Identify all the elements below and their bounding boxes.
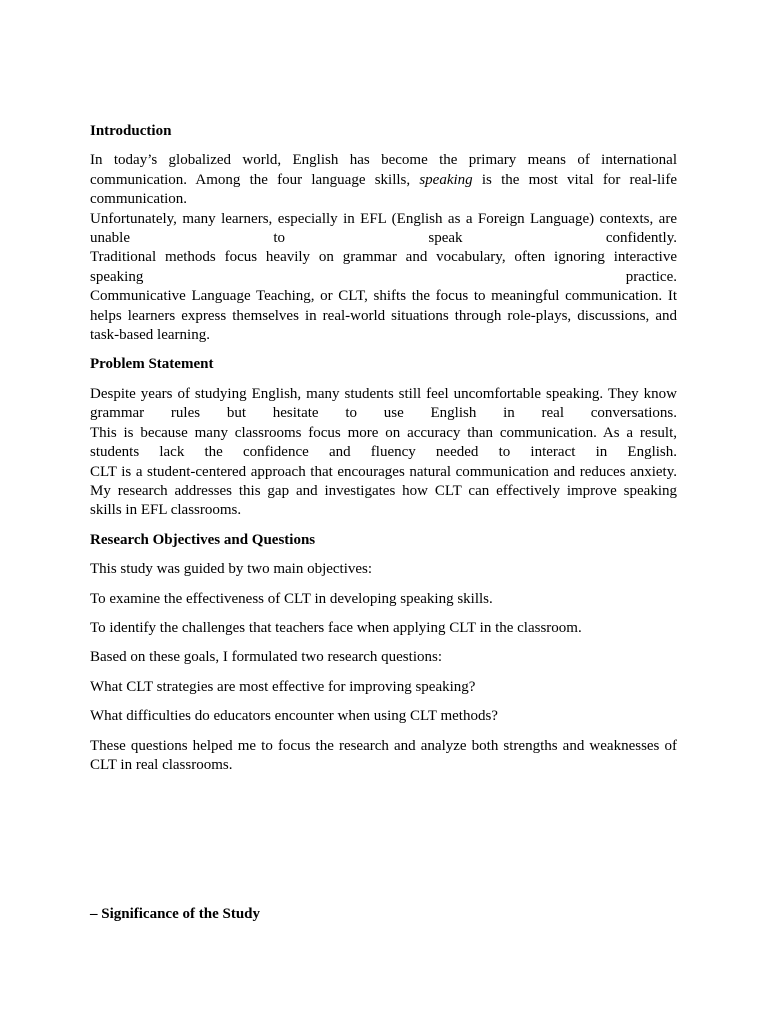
problem-line-4: students lack the confidence and fluency needed to interact in English. (90, 444, 677, 461)
problem-line-5: CLT is a student-centered approach that encourages natural communication and reduces anxiety. (90, 463, 677, 480)
problem-line-1: Despite years of studying English, many students still feel uncomfortable speaking. They know (90, 385, 677, 402)
questions-intro: Based on these goals, I formulated two research questions: (90, 649, 442, 666)
problem-line-6: My research addresses this gap and investigates how CLT can effectively improve speaking (90, 482, 677, 499)
objective-1: To examine the effectiveness of CLT in developing speaking skills. (90, 590, 493, 607)
research-objectives-heading: Research Objectives and Questions (90, 531, 316, 548)
problem-line-2: grammar rules but hesitate to use English in real conversations. (90, 405, 677, 422)
introduction-heading: Introduction (90, 123, 172, 139)
introduction-paragraph-3-line-1: Traditional methods focus heavily on grammar and vocabulary, often ignoring interactive (90, 249, 677, 266)
research-closing-paragraph: These questions helped me to focus the research and analyze both strengths and weaknesses of CLT in real classrooms. (90, 737, 677, 773)
intro-text-before: In today’s globalized world, English has become the primary means of international communication. Among the four language skills, (90, 152, 677, 188)
significance-heading: – Significance of the Study (90, 906, 261, 922)
research-question-1: What CLT strategies are most effective for improving speaking? (90, 678, 476, 695)
problem-line-7: skills in EFL classrooms. (90, 502, 242, 519)
problem-line-3: This is because many classrooms focus more on accuracy than communication. As a result, (90, 424, 677, 441)
research-question-2: What difficulties do educators encounter when using CLT methods? (90, 708, 498, 725)
objectives-intro: This study was guided by two main objectives: (90, 561, 373, 578)
objective-2: To identify the challenges that teachers face when applying CLT in the classroom. (90, 619, 582, 636)
intro-emphasis: speaking (419, 171, 473, 188)
introduction-paragraph-2-line-2: unable to speak confidently. (90, 230, 677, 247)
problem-statement-heading: Problem Statement (90, 356, 214, 373)
introduction-paragraph-1 (90, 151, 677, 209)
document-body (90, 122, 677, 785)
intro-text-after: is the most vital for real-life communication. (90, 171, 677, 208)
introduction-paragraph-3-line-2: speaking practice. (90, 268, 677, 285)
introduction-paragraph-2-line-1: Unfortunately, many learners, especially in EFL (English as a Foreign Language) contexts, are (90, 210, 677, 227)
problem-statement-paragraph (90, 385, 677, 521)
introduction-paragraph-4: Communicative Language Teaching, or CLT, shifts the focus to meaningful communication. It helps learners express themselves in real-world situations through role-plays, discussions, and task-based learning. (90, 288, 677, 344)
